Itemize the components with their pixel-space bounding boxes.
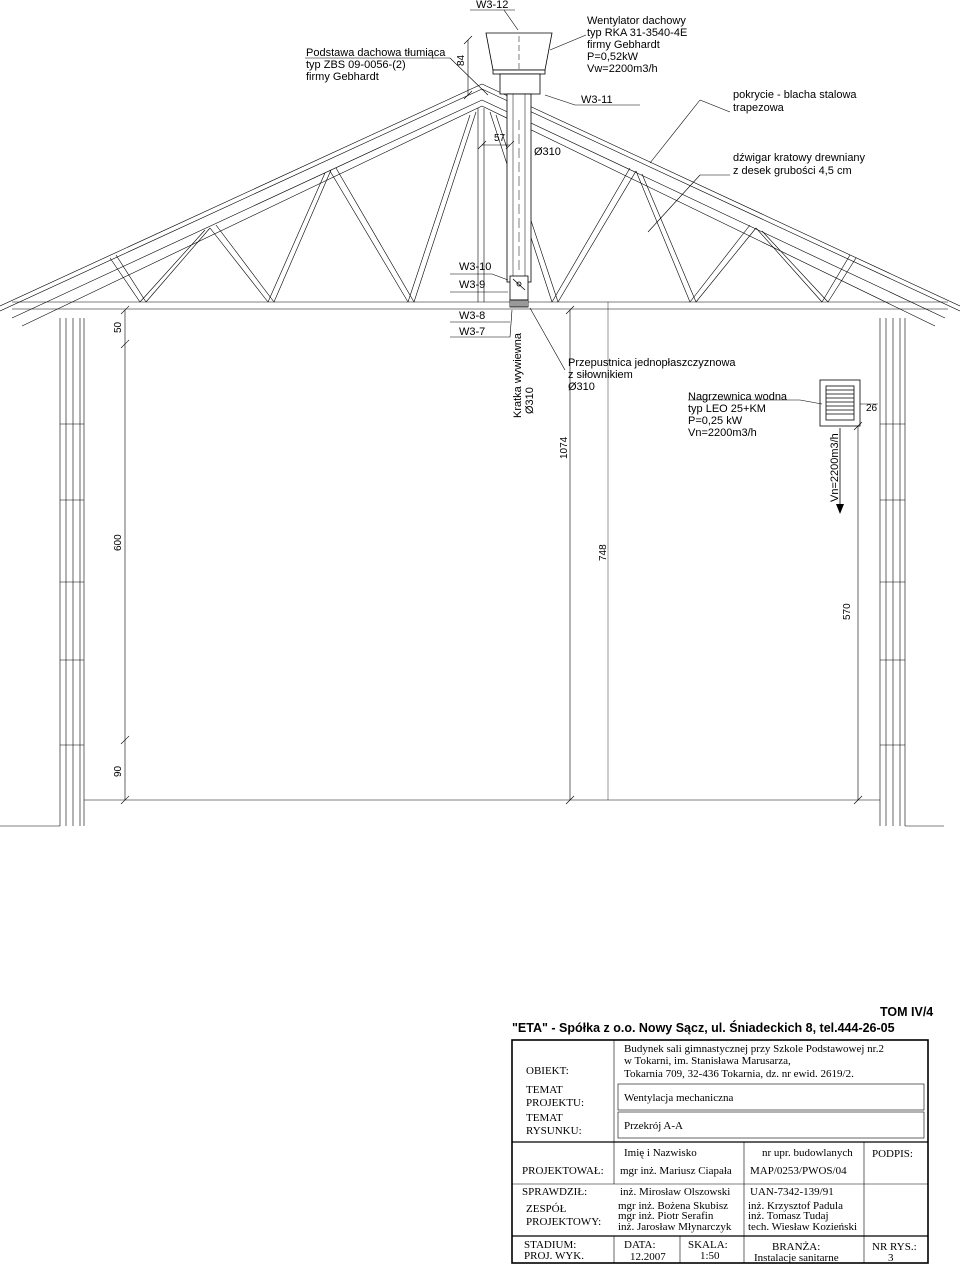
dim-600: 600	[113, 534, 124, 551]
label-heater-4: Vn=2200m3/h	[688, 427, 757, 439]
label-w3-7: W3-7	[459, 326, 486, 338]
zespol-left-1: mgr inż. Bożena Skubisz	[618, 1200, 728, 1212]
duct	[507, 94, 531, 307]
label-fan-3: firmy Gebhardt	[587, 39, 660, 51]
zespol-left-2: mgr inż. Piotr Serafin	[618, 1210, 714, 1222]
label-grille-1: Kratka wywiewna	[512, 333, 524, 418]
temat-rysunku-label-2: RYSUNKU:	[526, 1125, 582, 1137]
label-fan-5: Vw=2200m3/h	[587, 63, 658, 75]
label-base-1: Podstawa dachowa tłumiąca	[306, 47, 446, 59]
obiekt-label: OBIEKT:	[526, 1065, 569, 1077]
dim-90: 90	[113, 765, 124, 777]
sprawdzil-nr: UAN-7342-139/91	[750, 1186, 834, 1198]
col-name-header: Imię i Nazwisko	[624, 1147, 697, 1159]
left-wall	[0, 318, 84, 826]
zespol-right-2: inż. Tomasz Tudaj	[748, 1210, 829, 1222]
label-flow: Vn=2200m3/h	[829, 433, 841, 502]
label-w3-12: W3-12	[476, 0, 509, 11]
sprawdzil-label: SPRAWDZIŁ:	[522, 1186, 588, 1198]
label-base-2: typ ZBS 09-0056-(2)	[306, 59, 406, 71]
sprawdzil-name: inż. Mirosław Olszowski	[620, 1186, 731, 1198]
skala-label: SKALA:	[688, 1239, 728, 1251]
temat-rysunku: Przekrój A-A	[624, 1120, 683, 1132]
data-label: DATA:	[624, 1239, 656, 1251]
right-wall	[880, 318, 944, 826]
water-heater	[820, 380, 860, 426]
branza-value: Instalacje sanitarne	[754, 1252, 839, 1264]
temat-projektu-label-1: TEMAT	[526, 1084, 563, 1096]
temat-rysunku-label-1: TEMAT	[526, 1112, 563, 1124]
col-nr-header: nr upr. budowlanych	[762, 1147, 853, 1159]
dim-50: 50	[113, 321, 124, 333]
temat-projektu: Wentylacja mechaniczna	[624, 1092, 734, 1104]
zespol-label-1: ZESPÓŁ	[526, 1203, 567, 1215]
label-damper-1: Przepustnica jednopłaszczyznowa	[568, 357, 736, 369]
dim-84: 84	[456, 54, 467, 66]
label-truss-2: z desek grubości 4,5 cm	[733, 165, 852, 177]
label-fan-4: P=0,52kW	[587, 51, 639, 63]
drawing-labels	[306, 0, 866, 502]
label-damper-3: Ø310	[568, 381, 595, 393]
title-block	[512, 1005, 933, 1264]
data-value: 12.2007	[630, 1251, 666, 1263]
label-heater-1: Nagrzewnica wodna	[688, 391, 788, 403]
tom-label: TOM IV/4	[880, 1005, 934, 1019]
dim-1074: 1074	[559, 436, 570, 459]
dim-57: 57	[494, 133, 506, 144]
skala-value: 1:50	[700, 1250, 720, 1262]
projektowal-label: PROJEKTOWAŁ:	[522, 1165, 604, 1177]
zespol-right-3: tech. Wiesław Kozieński	[748, 1221, 858, 1233]
branza-label: BRANŻA:	[772, 1241, 821, 1253]
stadium-label: STADIUM:	[524, 1239, 577, 1251]
zespol-left-3: inż. Jarosław Młynarczyk	[618, 1221, 732, 1233]
label-w3-11: W3-11	[581, 94, 613, 106]
obiekt-line-3: Tokarnia 709, 32-436 Tokarnia, dz. nr ewid. 2619/2.	[624, 1068, 854, 1080]
zespol-right-1: inż. Krzysztof Padula	[748, 1200, 843, 1212]
col-sign-header: PODPIS:	[872, 1148, 913, 1160]
dim-26: 26	[866, 403, 878, 414]
label-w3-8: W3-8	[459, 310, 486, 322]
label-roof-2: trapezowa	[733, 102, 784, 114]
label-damper-2: z siłownikiem	[568, 369, 633, 381]
label-fan-1: Wentylator dachowy	[587, 15, 686, 27]
temat-projektu-label-2: PROJEKTU:	[526, 1097, 585, 1109]
label-heater-2: typ LEO 25+KM	[688, 403, 766, 415]
label-dia-top: Ø310	[534, 146, 561, 158]
obiekt-line-2: w Tokarni, im. Stanisława Marusarza,	[624, 1055, 791, 1067]
label-grille-2: Ø310	[524, 387, 536, 414]
label-fan-2: typ RKA 31-3540-4E	[587, 27, 688, 39]
roof-fan	[486, 33, 552, 94]
dim-570: 570	[842, 603, 853, 620]
label-roof-1: pokrycie - blacha stalowa	[733, 89, 857, 101]
obiekt-line-1: Budynek sali gimnastycznej przy Szkole Podstawowej nr.2	[624, 1043, 884, 1055]
label-base-3: firmy Gebhardt	[306, 71, 379, 83]
label-w3-9: W3-9	[459, 279, 486, 291]
nr-rys-value: 3	[888, 1252, 894, 1264]
projektowal-name: mgr inż. Mariusz Ciapała	[620, 1165, 732, 1177]
dim-748: 748	[598, 544, 609, 561]
nr-rys-label: NR RYS.:	[872, 1241, 917, 1253]
projektowal-nr: MAP/0253/PWOS/04	[750, 1165, 847, 1177]
label-w3-10: W3-10	[459, 261, 492, 273]
label-heater-3: P=0,25 kW	[688, 415, 743, 427]
stadium-value: PROJ. WYK.	[524, 1250, 585, 1262]
company-line: "ETA" - Spółka z o.o. Nowy Sącz, ul. Śniadeckich 8, tel.444-26-05	[512, 1021, 895, 1035]
zespol-label-2: PROJEKTOWY:	[526, 1216, 602, 1228]
label-truss-1: dźwigar kratowy drewniany	[733, 152, 866, 164]
